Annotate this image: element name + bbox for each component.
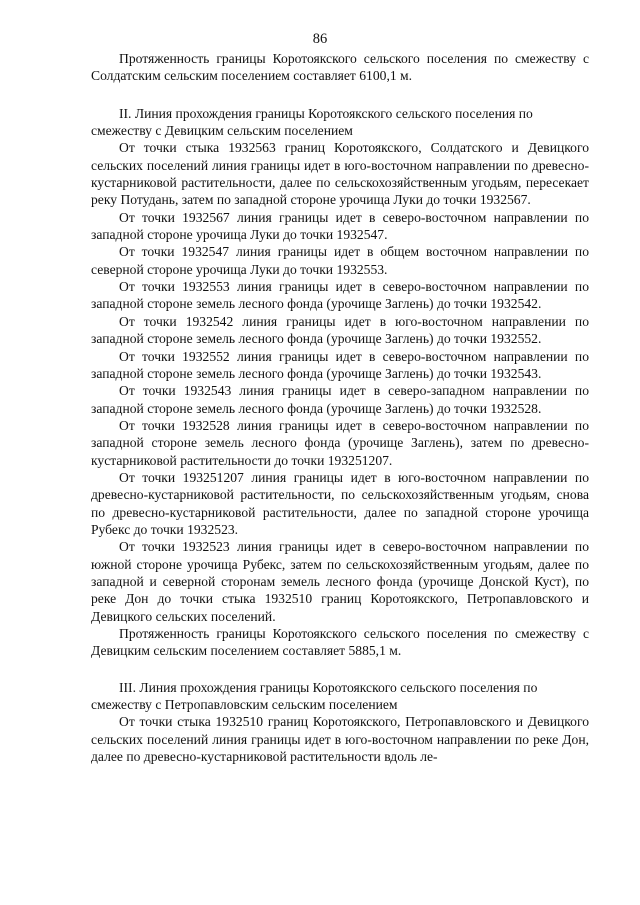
paragraph-point-1932567: От точки 1932567 линия границы идет в северо-восточном направлении по западной стороне урочища Луки до точки 1932547. — [91, 209, 589, 243]
paragraph-point-1932510: От точки стыка 1932510 границ Коротоякского, Петропавловского и Девицкого сельских поселений линия границы идет в юго-восточном направлении по реке Дон, далее по древесно-кустарниковой растительности вдоль ле- — [91, 714, 589, 765]
paragraph-length-devitskoe: Протяженность границы Коротоякского сельского поселения по смежеству с Девицким сельским поселением составляет 5885,1 м. — [91, 626, 589, 659]
paragraph-point-1932563: От точки стыка 1932563 границ Коротоякского, Солдатского и Девицкого сельских поселений линия границы идет в юго-восточном направлении по древесно-кустарниковой растительности, далее по сельскохозяйственным угодьям, пересекает реку Потудань, затем по западной стороне урочища Луки до точки 1932567. — [91, 140, 589, 208]
paragraph-point-1932547: От точки 1932547 линия границы идет в общем восточном направлении по северной стороне урочища Луки до точки 1932553. — [91, 244, 589, 277]
paragraph-point-1932528: От точки 1932528 линия границы идет в северо-восточном направлении по западной стороне земель лесного фонда (урочище Заглень), затем по древесно-кустарниковой растительности до точки 193251207. — [91, 417, 589, 468]
section-heading-iii: III. Линия прохождения границы Коротоякского сельского поселения по смежеству с Петропавловским сельским поселением — [91, 679, 538, 713]
page-number: 86 — [312, 31, 328, 47]
paragraph-point-193251207: От точки 193251207 линия границы идет в юго-восточном направлении по древесно-кустарниковой растительности, по сельскохозяйственным угодьям, снова по древесно-кустарниковой растительности, далее по западной стороне урочища Рубекс до точки 1932523. — [91, 469, 589, 537]
section-heading-ii: II. Линия прохождения границы Коротоякского сельского поселения по смежеству с Девицким сельским поселением — [91, 105, 533, 139]
paragraph-point-1932523: От точки 1932523 линия границы идет в северо-восточном направлении по южной стороне урочища Рубекс, затем по сельскохозяйственным угодьям, далее по западной и северной сторонам земель лесного фонда (урочище Донской Куст), по реке Дон до точки стыка 1932510 границ Коротоякского, Петропавловского и Девицкого сельских поселений. — [91, 539, 589, 624]
paragraph-point-1932542: От точки 1932542 линия границы идет в юго-восточном направлении по западной стороне земель лесного фонда (урочище Заглень) до точки 1932552. — [91, 313, 589, 347]
paragraph-length-soldatskoe: Протяженность границы Коротоякского сельского поселения по смежеству с Солдатским сельским поселением составляет 6100,1 м. — [91, 51, 589, 84]
document-body — [91, 50, 589, 765]
paragraph-point-1932543: От точки 1932543 линия границы идет в северо-западном направлении по западной стороне земель лесного фонда (урочище Заглень) до точки 1932528. — [91, 383, 589, 416]
paragraph-point-1932552: От точки 1932552 линия границы идет в северо-восточном направлении по западной стороне земель лесного фонда (урочище Заглень) до точки 1932543. — [91, 348, 589, 381]
paragraph-point-1932553: От точки 1932553 линия границы идет в северо-восточном направлении по западной стороне земель лесного фонда (урочище Заглень) до точки 1932542. — [91, 279, 589, 312]
